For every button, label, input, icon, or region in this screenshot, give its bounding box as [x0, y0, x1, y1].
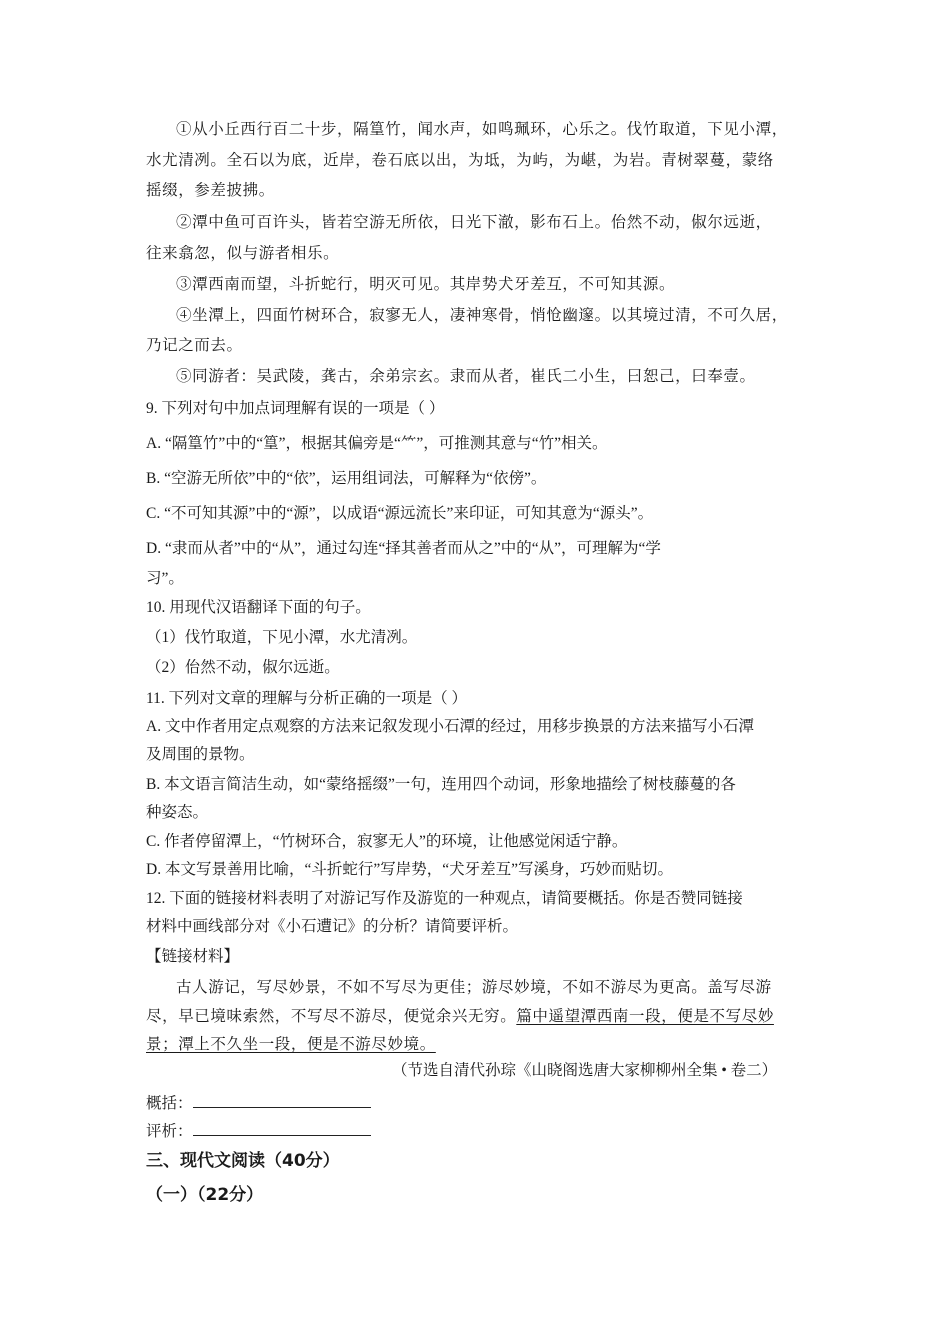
passage-line: 往来翕忽，似与游者相乐。	[146, 244, 340, 262]
question-12-stem: 12. 下面的链接材料表明了对游记写作及游览的一种观点，请简要概括。你是否赞同链接	[146, 890, 743, 907]
question-9-option-b: B. “空游无所依”中的“依”，运用组词法，可解释为“依傍”。	[146, 470, 547, 487]
question-9-option-d: D. “隶而从者”中的“从”，通过勾连“择其善者而从之”中的“从”，可理解为“学	[146, 540, 661, 557]
summary-answer-line[interactable]	[146, 1092, 371, 1114]
section-subtitle: （一）（22分）	[146, 1185, 264, 1205]
underlined-analysis: 景；潭上不久坐一段，便是不游尽妙境。	[146, 1035, 436, 1053]
underlined-analysis: 篇中遥望潭西南一段，便是不写尽妙	[516, 1007, 774, 1025]
question-9-option-d-cont: 习”。	[146, 570, 184, 587]
passage-line: ②潭中鱼可百许头，皆若空游无所依，日光下澈，影布石上。佁然不动，俶尔远逝，	[176, 213, 772, 231]
question-11-option-a: A. 文中作者用定点观察的方法来记叙发现小石潭的经过，用移步换景的方法来描写小石潭	[146, 718, 754, 735]
passage-line: ⑤同游者：吴武陵，龚古，余弟宗玄。隶而从者，崔氏二小生，曰恕己，曰奉壹。	[176, 367, 756, 385]
question-10-sentence-2: （2）佁然不动，俶尔远逝。	[146, 659, 340, 676]
summary-label: 概括：	[146, 1095, 193, 1112]
material-line	[146, 1006, 774, 1026]
question-10-sentence-1: （1）伐竹取道，下见小潭，水尤清冽。	[146, 629, 418, 646]
material-title: 【链接材料】	[146, 948, 240, 965]
passage-line: ①从小丘西行百二十步，隔篁竹，闻水声，如鸣珮环，心乐之。伐竹取道，下见小潭，	[176, 120, 788, 138]
material-text: 尽，早已境味索然，不写尽不游尽，便觉余兴无穷。	[146, 1007, 517, 1025]
material-source: （节选自清代孙琮《山晓阁选唐大家柳柳州全集 • 卷二）	[392, 1062, 778, 1079]
passage-line: ③潭西南而望，斗折蛇行，明灭可见。其岸势犬牙差互，不可知其源。	[176, 275, 676, 293]
question-10-stem: 10. 用现代汉语翻译下面的句子。	[146, 599, 371, 616]
question-11-option-b: B. 本文语言简洁生动，如“蒙络摇缀”一句，连用四个动词，形象地描绘了树枝藤蔓的各	[146, 776, 736, 793]
passage-line: ④坐潭上，四面竹树环合，寂寥无人，凄神寒骨，悄怆幽邃。以其境过清，不可久居，	[176, 306, 788, 324]
question-11-option-a-cont: 及周围的景物。	[146, 746, 255, 763]
passage-line: 摇缀，参差披拂。	[146, 181, 275, 199]
summary-blank[interactable]	[193, 1092, 371, 1108]
section-title: 三、现代文阅读（40分）	[146, 1151, 340, 1171]
question-11-stem: 11. 下列对文章的理解与分析正确的一项是（ ）	[146, 690, 468, 707]
question-9-option-a: A. “隔篁竹”中的“篁”，根据其偏旁是“⺮”，可推测其意与“竹”相关。	[146, 435, 608, 452]
question-9-option-c: C. “不可知其源”中的“源”，以成语“源远流长”来印证，可知其意为“源头”。	[146, 505, 654, 522]
question-9-stem: 9. 下列对句中加点词理解有误的一项是（ ）	[146, 400, 445, 417]
passage-line: 乃记之而去。	[146, 336, 243, 354]
passage-line: 水尤清冽。全石以为底，近岸，卷石底以出，为坻，为屿，为嵁，为岩。青树翠蔓，蒙络	[146, 151, 774, 169]
question-11-option-b-cont: 种姿态。	[146, 804, 209, 821]
comment-answer-line[interactable]	[146, 1120, 371, 1142]
comment-label: 评析：	[146, 1123, 193, 1140]
material-line: 古人游记，写尽妙景，不如不写尽为更佳；游尽妙境，不如不游尽为更高。盖写尽游	[176, 978, 772, 996]
material-line	[146, 1034, 436, 1054]
question-12-stem-cont: 材料中画线部分对《小石遭记》的分析？请简要评析。	[146, 918, 519, 935]
question-11-option-c: C. 作者停留潭上，“竹树环合，寂寥无人”的环境，让他感觉闲适宁静。	[146, 833, 628, 850]
comment-blank[interactable]	[193, 1120, 371, 1136]
question-11-option-d: D. 本文写景善用比喻，“斗折蛇行”写岸势，“犬牙差互”写溪身，巧妙而贴切。	[146, 861, 673, 878]
